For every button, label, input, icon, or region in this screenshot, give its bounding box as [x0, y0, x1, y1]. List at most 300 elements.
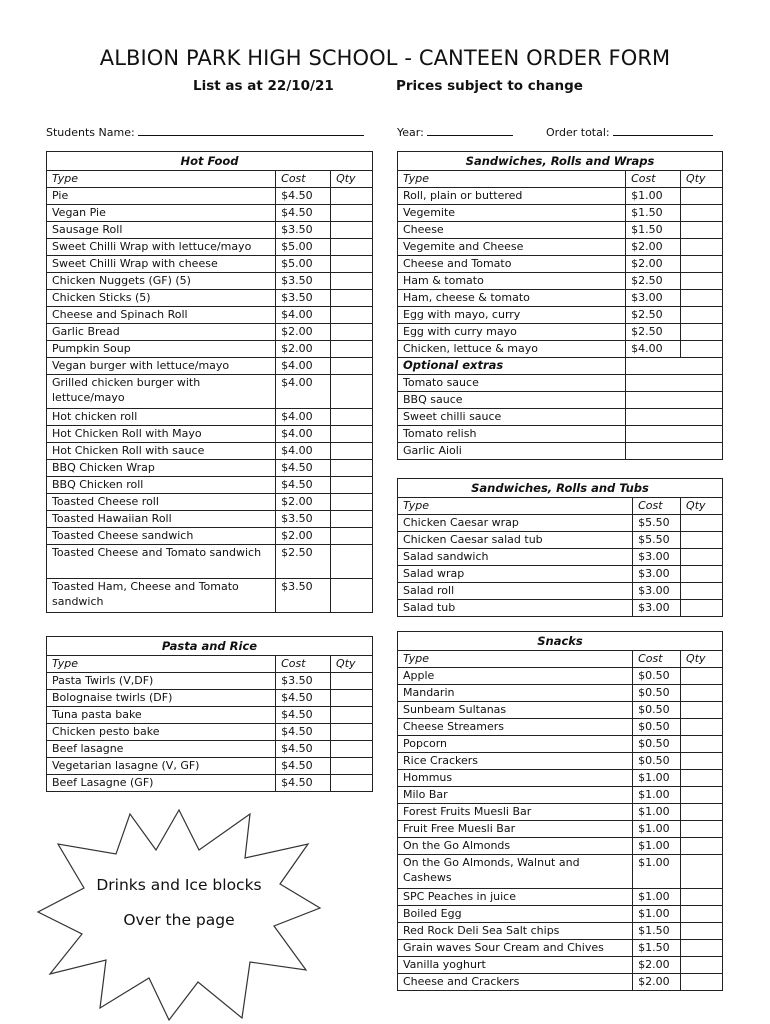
extras-qty-cell[interactable] — [626, 358, 723, 375]
item-name: Salad sandwich — [398, 549, 633, 566]
extra-name: Garlic Aioli — [398, 443, 626, 460]
item-qty-cell[interactable] — [681, 341, 723, 358]
menu-item-row — [47, 205, 373, 222]
item-name: Pasta Twirls (V,DF) — [47, 673, 276, 690]
item-cost: $4.00 — [276, 358, 331, 375]
item-name: Chicken, lettuce & mayo — [398, 341, 626, 358]
item-name: BBQ Chicken roll — [47, 477, 276, 494]
menu-item-row — [398, 906, 723, 923]
menu-item-row — [398, 239, 723, 256]
menu-item-row — [47, 324, 373, 341]
item-qty-cell[interactable] — [331, 273, 373, 290]
item-name: Vegemite — [398, 205, 626, 222]
item-qty-cell[interactable] — [681, 736, 723, 753]
item-qty-cell[interactable] — [331, 511, 373, 528]
menu-item-row — [47, 460, 373, 477]
sandwiches-wraps-table — [397, 151, 723, 460]
item-cost: $5.50 — [633, 515, 681, 532]
menu-item-row — [47, 188, 373, 205]
item-cost: $2.00 — [276, 528, 331, 545]
item-name: Toasted Ham, Cheese and Tomato sandwich — [47, 579, 276, 613]
item-name: Hot Chicken Roll with sauce — [47, 443, 276, 460]
qty-header: Qty — [681, 651, 723, 668]
prices-note: Prices subject to change — [396, 78, 583, 94]
item-qty-cell[interactable] — [681, 290, 723, 307]
item-qty-cell[interactable] — [681, 719, 723, 736]
item-qty-cell[interactable] — [681, 974, 723, 991]
sandwiches-wraps-title: Sandwiches, Rolls and Wraps — [398, 152, 723, 171]
form-title: ALBION PARK HIGH SCHOOL - CANTEEN ORDER FORM — [99, 46, 671, 70]
item-name: Vegan burger with lettuce/mayo — [47, 358, 276, 375]
item-name: Apple — [398, 668, 633, 685]
menu-item-row — [398, 256, 723, 273]
item-name: Chicken Nuggets (GF) (5) — [47, 273, 276, 290]
item-cost: $3.50 — [276, 290, 331, 307]
item-qty-cell[interactable] — [681, 205, 723, 222]
item-cost: $0.50 — [633, 702, 681, 719]
item-name: Toasted Hawaiian Roll — [47, 511, 276, 528]
year-field[interactable] — [397, 125, 513, 139]
drinks-callout-line1: Drinks and Ice blocks — [96, 876, 262, 894]
item-cost: $3.50 — [276, 222, 331, 239]
menu-item-row — [398, 566, 723, 583]
item-name: Sweet Chilli Wrap with cheese — [47, 256, 276, 273]
item-name: Toasted Cheese roll — [47, 494, 276, 511]
item-qty-cell[interactable] — [681, 804, 723, 821]
item-name: Fruit Free Muesli Bar — [398, 821, 633, 838]
item-cost: $1.50 — [626, 205, 681, 222]
item-cost: $1.00 — [633, 906, 681, 923]
extra-name: Tomato relish — [398, 426, 626, 443]
menu-item-row — [398, 515, 723, 532]
cost-header: Cost — [626, 171, 681, 188]
item-cost: $5.50 — [633, 532, 681, 549]
item-cost: $1.00 — [633, 855, 681, 889]
item-cost: $1.00 — [633, 804, 681, 821]
item-name: Chicken Sticks (5) — [47, 290, 276, 307]
item-name: Hot chicken roll — [47, 409, 276, 426]
item-qty-cell[interactable] — [681, 855, 723, 889]
item-cost: $2.00 — [626, 239, 681, 256]
item-cost: $3.00 — [633, 583, 681, 600]
item-cost: $3.00 — [633, 549, 681, 566]
item-name: Beef Lasagne (GF) — [47, 775, 276, 792]
item-qty-cell[interactable] — [331, 528, 373, 545]
item-name: Red Rock Deli Sea Salt chips — [398, 923, 633, 940]
item-qty-cell[interactable] — [681, 821, 723, 838]
menu-item-row — [47, 690, 373, 707]
item-qty-cell[interactable] — [331, 707, 373, 724]
item-name: Rice Crackers — [398, 753, 633, 770]
item-cost: $2.00 — [276, 494, 331, 511]
menu-item-row — [47, 545, 373, 579]
item-cost: $0.50 — [633, 719, 681, 736]
menu-item-row — [47, 426, 373, 443]
menu-item-row — [398, 685, 723, 702]
order-total-field[interactable] — [546, 125, 713, 139]
item-cost: $1.00 — [633, 770, 681, 787]
menu-item-row — [47, 775, 373, 792]
order-total-label: Order total: — [546, 126, 610, 139]
menu-item-row — [47, 741, 373, 758]
menu-item-row — [398, 600, 723, 617]
item-name: Cheese and Tomato — [398, 256, 626, 273]
item-cost: $4.00 — [276, 307, 331, 324]
item-name: Bolognaise twirls (DF) — [47, 690, 276, 707]
menu-item-row — [398, 324, 723, 341]
item-qty-cell[interactable] — [681, 889, 723, 906]
type-header: Type — [398, 171, 626, 188]
item-qty-cell[interactable] — [331, 579, 373, 613]
menu-item-row — [398, 804, 723, 821]
menu-item-row — [47, 256, 373, 273]
hot-food-table — [46, 151, 373, 613]
menu-item-row — [398, 205, 723, 222]
item-cost: $3.50 — [276, 579, 331, 613]
item-qty-cell[interactable] — [331, 341, 373, 358]
item-qty-cell[interactable] — [681, 838, 723, 855]
item-name: Mandarin — [398, 685, 633, 702]
extra-qty-cell[interactable] — [626, 375, 723, 392]
menu-item-row — [47, 358, 373, 375]
menu-item-row — [398, 532, 723, 549]
extra-row — [398, 392, 723, 409]
menu-item-row — [398, 855, 723, 889]
item-qty-cell[interactable] — [681, 583, 723, 600]
item-cost: $1.50 — [633, 923, 681, 940]
item-name: Egg with curry mayo — [398, 324, 626, 341]
item-qty-cell[interactable] — [331, 426, 373, 443]
item-cost: $2.50 — [626, 273, 681, 290]
item-qty-cell[interactable] — [681, 549, 723, 566]
item-name: Vegan Pie — [47, 205, 276, 222]
type-header: Type — [398, 651, 633, 668]
item-cost: $5.00 — [276, 239, 331, 256]
item-cost: $3.00 — [633, 600, 681, 617]
item-name: Chicken pesto bake — [47, 724, 276, 741]
item-cost: $4.50 — [276, 205, 331, 222]
menu-item-row — [47, 341, 373, 358]
item-qty-cell[interactable] — [681, 532, 723, 549]
item-name: Boiled Egg — [398, 906, 633, 923]
item-name: Hot Chicken Roll with Mayo — [47, 426, 276, 443]
item-qty-cell[interactable] — [681, 239, 723, 256]
item-qty-cell[interactable] — [331, 724, 373, 741]
menu-item-row — [398, 719, 723, 736]
order-total-blank[interactable] — [613, 125, 713, 136]
optional-extras-title: Optional extras — [398, 358, 626, 375]
drinks-callout-line2: Over the page — [123, 911, 235, 929]
item-name: Milo Bar — [398, 787, 633, 804]
year-blank[interactable] — [427, 125, 513, 136]
menu-item-row — [47, 290, 373, 307]
menu-item-row — [47, 477, 373, 494]
item-name: Toasted Cheese and Tomato sandwich — [47, 545, 276, 579]
item-name: Chicken Caesar wrap — [398, 515, 633, 532]
menu-item-row — [398, 889, 723, 906]
item-cost: $2.00 — [633, 974, 681, 991]
qty-header: Qty — [331, 171, 373, 188]
extra-qty-cell[interactable] — [626, 409, 723, 426]
menu-item-row — [398, 702, 723, 719]
item-qty-cell[interactable] — [331, 775, 373, 792]
item-qty-cell[interactable] — [681, 256, 723, 273]
item-qty-cell[interactable] — [331, 494, 373, 511]
item-name: Sweet Chilli Wrap with lettuce/mayo — [47, 239, 276, 256]
item-qty-cell[interactable] — [331, 239, 373, 256]
item-qty-cell[interactable] — [681, 566, 723, 583]
item-qty-cell[interactable] — [681, 307, 723, 324]
item-qty-cell[interactable] — [331, 443, 373, 460]
menu-item-row — [398, 974, 723, 991]
menu-item-row — [47, 724, 373, 741]
list-date: List as at 22/10/21 — [193, 78, 334, 94]
hot-food-title: Hot Food — [47, 152, 373, 171]
type-header: Type — [398, 498, 633, 515]
item-qty-cell[interactable] — [681, 940, 723, 957]
menu-item-row — [398, 222, 723, 239]
item-name: Sunbeam Sultanas — [398, 702, 633, 719]
pasta-rice-table — [46, 636, 373, 792]
item-cost: $4.00 — [276, 443, 331, 460]
item-name: Cheese Streamers — [398, 719, 633, 736]
extra-row — [398, 443, 723, 460]
item-qty-cell[interactable] — [331, 477, 373, 494]
item-qty-cell[interactable] — [681, 324, 723, 341]
item-cost: $4.00 — [276, 375, 331, 409]
qty-header: Qty — [331, 656, 373, 673]
extra-qty-cell[interactable] — [626, 443, 723, 460]
menu-item-row — [47, 307, 373, 324]
item-name: Garlic Bread — [47, 324, 276, 341]
cost-header: Cost — [633, 498, 681, 515]
item-qty-cell[interactable] — [331, 358, 373, 375]
item-cost: $5.00 — [276, 256, 331, 273]
students-name-blank[interactable] — [138, 125, 364, 136]
item-name: Grilled chicken burger with lettuce/mayo — [47, 375, 276, 409]
item-qty-cell[interactable] — [331, 460, 373, 477]
item-cost: $0.50 — [633, 753, 681, 770]
item-cost: $2.00 — [633, 957, 681, 974]
item-name: Vegetarian lasagne (V, GF) — [47, 758, 276, 775]
item-name: Salad wrap — [398, 566, 633, 583]
item-cost: $3.50 — [276, 511, 331, 528]
item-name: On the Go Almonds — [398, 838, 633, 855]
students-name-field[interactable] — [46, 125, 364, 139]
sandwiches-tubs-title: Sandwiches, Rolls and Tubs — [398, 479, 723, 498]
qty-header: Qty — [681, 171, 723, 188]
menu-item-row — [398, 307, 723, 324]
item-cost: $4.50 — [276, 460, 331, 477]
type-header: Type — [47, 656, 276, 673]
item-name: Tuna pasta bake — [47, 707, 276, 724]
item-name: Popcorn — [398, 736, 633, 753]
extra-qty-cell[interactable] — [626, 426, 723, 443]
item-cost: $0.50 — [633, 736, 681, 753]
item-name: Cheese — [398, 222, 626, 239]
extra-name: Tomato sauce — [398, 375, 626, 392]
item-name: Grain waves Sour Cream and Chives — [398, 940, 633, 957]
item-cost: $0.50 — [633, 668, 681, 685]
cost-header: Cost — [633, 651, 681, 668]
extra-name: Sweet chilli sauce — [398, 409, 626, 426]
menu-item-row — [47, 579, 373, 613]
item-qty-cell[interactable] — [331, 256, 373, 273]
menu-item-row — [47, 511, 373, 528]
item-cost: $1.00 — [633, 889, 681, 906]
item-cost: $2.00 — [276, 324, 331, 341]
item-cost: $4.50 — [276, 188, 331, 205]
item-qty-cell[interactable] — [681, 668, 723, 685]
item-cost: $1.50 — [633, 940, 681, 957]
item-qty-cell[interactable] — [681, 273, 723, 290]
item-name: Ham & tomato — [398, 273, 626, 290]
item-qty-cell[interactable] — [681, 515, 723, 532]
item-qty-cell[interactable] — [331, 222, 373, 239]
item-cost: $1.50 — [626, 222, 681, 239]
item-cost: $4.50 — [276, 724, 331, 741]
item-name: On the Go Almonds, Walnut and Cashews — [398, 855, 633, 889]
item-name: SPC Peaches in juice — [398, 889, 633, 906]
cost-header: Cost — [276, 656, 331, 673]
item-qty-cell[interactable] — [681, 923, 723, 940]
item-name: Pumpkin Soup — [47, 341, 276, 358]
item-name: Ham, cheese & tomato — [398, 290, 626, 307]
sandwiches-tubs-table — [397, 478, 723, 617]
menu-item-row — [398, 940, 723, 957]
item-qty-cell[interactable] — [331, 758, 373, 775]
qty-header: Qty — [681, 498, 723, 515]
item-cost: $3.00 — [633, 566, 681, 583]
item-qty-cell[interactable] — [331, 409, 373, 426]
extra-row — [398, 426, 723, 443]
type-header: Type — [47, 171, 276, 188]
menu-item-row — [398, 549, 723, 566]
item-cost: $4.50 — [276, 758, 331, 775]
item-qty-cell[interactable] — [331, 307, 373, 324]
item-cost: $3.50 — [276, 273, 331, 290]
item-name: Hommus — [398, 770, 633, 787]
item-name: Pie — [47, 188, 276, 205]
menu-item-row — [398, 341, 723, 358]
item-name: Vegemite and Cheese — [398, 239, 626, 256]
menu-item-row — [47, 375, 373, 409]
item-cost: $2.50 — [626, 324, 681, 341]
menu-item-row — [398, 821, 723, 838]
item-cost: $4.50 — [276, 690, 331, 707]
item-cost: $1.00 — [626, 188, 681, 205]
item-qty-cell[interactable] — [681, 753, 723, 770]
item-qty-cell[interactable] — [331, 690, 373, 707]
menu-item-row — [47, 222, 373, 239]
item-qty-cell[interactable] — [681, 685, 723, 702]
item-qty-cell[interactable] — [331, 290, 373, 307]
item-qty-cell[interactable] — [681, 600, 723, 617]
menu-item-row — [398, 770, 723, 787]
item-cost: $4.50 — [276, 741, 331, 758]
menu-item-row — [47, 673, 373, 690]
cost-header: Cost — [276, 171, 331, 188]
menu-item-row — [398, 583, 723, 600]
menu-item-row — [47, 239, 373, 256]
item-cost: $4.50 — [276, 477, 331, 494]
item-name: BBQ Chicken Wrap — [47, 460, 276, 477]
menu-item-row — [398, 668, 723, 685]
item-name: Sausage Roll — [47, 222, 276, 239]
item-cost: $1.00 — [633, 838, 681, 855]
menu-item-row — [398, 273, 723, 290]
menu-item-row — [47, 494, 373, 511]
item-qty-cell[interactable] — [681, 787, 723, 804]
item-name: Cheese and Spinach Roll — [47, 307, 276, 324]
item-cost: $4.00 — [276, 426, 331, 443]
item-name: Chicken Caesar salad tub — [398, 532, 633, 549]
item-name: Vanilla yoghurt — [398, 957, 633, 974]
extra-row — [398, 375, 723, 392]
menu-item-row — [47, 443, 373, 460]
item-cost: $4.50 — [276, 707, 331, 724]
item-qty-cell[interactable] — [331, 741, 373, 758]
item-cost: $0.50 — [633, 685, 681, 702]
menu-item-row — [398, 188, 723, 205]
menu-item-row — [398, 736, 723, 753]
year-label: Year: — [397, 126, 424, 139]
menu-item-row — [398, 753, 723, 770]
item-cost: $2.50 — [276, 545, 331, 579]
menu-item-row — [47, 707, 373, 724]
menu-item-row — [398, 787, 723, 804]
item-name: Salad roll — [398, 583, 633, 600]
item-cost: $4.00 — [626, 341, 681, 358]
item-qty-cell[interactable] — [681, 222, 723, 239]
item-cost: $3.50 — [276, 673, 331, 690]
item-cost: $4.50 — [276, 775, 331, 792]
pasta-rice-title: Pasta and Rice — [47, 637, 373, 656]
item-qty-cell[interactable] — [681, 770, 723, 787]
item-name: Forest Fruits Muesli Bar — [398, 804, 633, 821]
item-qty-cell[interactable] — [681, 906, 723, 923]
extra-qty-cell[interactable] — [626, 392, 723, 409]
item-cost: $1.00 — [633, 821, 681, 838]
item-cost: $4.00 — [276, 409, 331, 426]
item-qty-cell[interactable] — [331, 205, 373, 222]
menu-item-row — [47, 273, 373, 290]
item-qty-cell[interactable] — [331, 673, 373, 690]
snacks-title: Snacks — [398, 632, 723, 651]
item-qty-cell[interactable] — [681, 957, 723, 974]
item-name: Beef lasagne — [47, 741, 276, 758]
extra-row — [398, 409, 723, 426]
item-qty-cell[interactable] — [331, 375, 373, 409]
menu-item-row — [47, 528, 373, 545]
item-name: Salad tub — [398, 600, 633, 617]
item-qty-cell[interactable] — [331, 188, 373, 205]
extra-name: BBQ sauce — [398, 392, 626, 409]
menu-item-row — [47, 758, 373, 775]
menu-item-row — [398, 838, 723, 855]
item-name: Roll, plain or buttered — [398, 188, 626, 205]
item-name: Cheese and Crackers — [398, 974, 633, 991]
item-cost: $2.00 — [626, 256, 681, 273]
item-qty-cell[interactable] — [681, 702, 723, 719]
students-name-label: Students Name: — [46, 126, 135, 139]
item-cost: $1.00 — [633, 787, 681, 804]
snacks-table — [397, 631, 723, 991]
item-qty-cell[interactable] — [331, 545, 373, 579]
item-qty-cell[interactable] — [331, 324, 373, 341]
item-qty-cell[interactable] — [681, 188, 723, 205]
item-name: Egg with mayo, curry — [398, 307, 626, 324]
